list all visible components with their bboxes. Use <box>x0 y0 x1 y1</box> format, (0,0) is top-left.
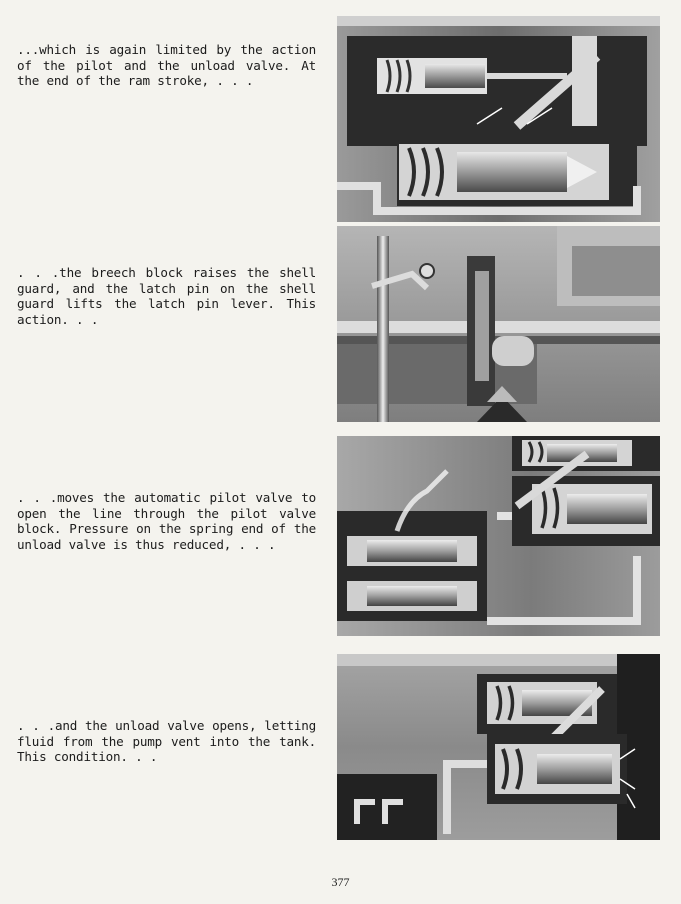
page-number: 377 <box>331 875 350 889</box>
caption-4: . . .and the unload valve opens, letting fluid from the pump vent into the tank. This condition. . . <box>17 718 316 764</box>
caption-3: . . .moves the automatic pilot valve to open the line through the pilot valve block. Pressure on the spring end of the unload valve is thus reduced, . . . <box>17 490 316 552</box>
illustration-unload-valve-open <box>337 654 660 840</box>
caption-1: ...which is again limited by the action of the pilot and the unload valve. At the end of the ram stroke, . . . <box>17 42 316 88</box>
caption-2: . . .the breech block raises the shell guard, and the latch pin on the shell guard lifts the latch pin lever. This action. . . <box>17 265 316 327</box>
illustration-pilot-unload-valve <box>337 16 660 222</box>
illustration-automatic-pilot-valve <box>337 436 660 636</box>
illustration-shell-guard-latch <box>337 226 660 422</box>
